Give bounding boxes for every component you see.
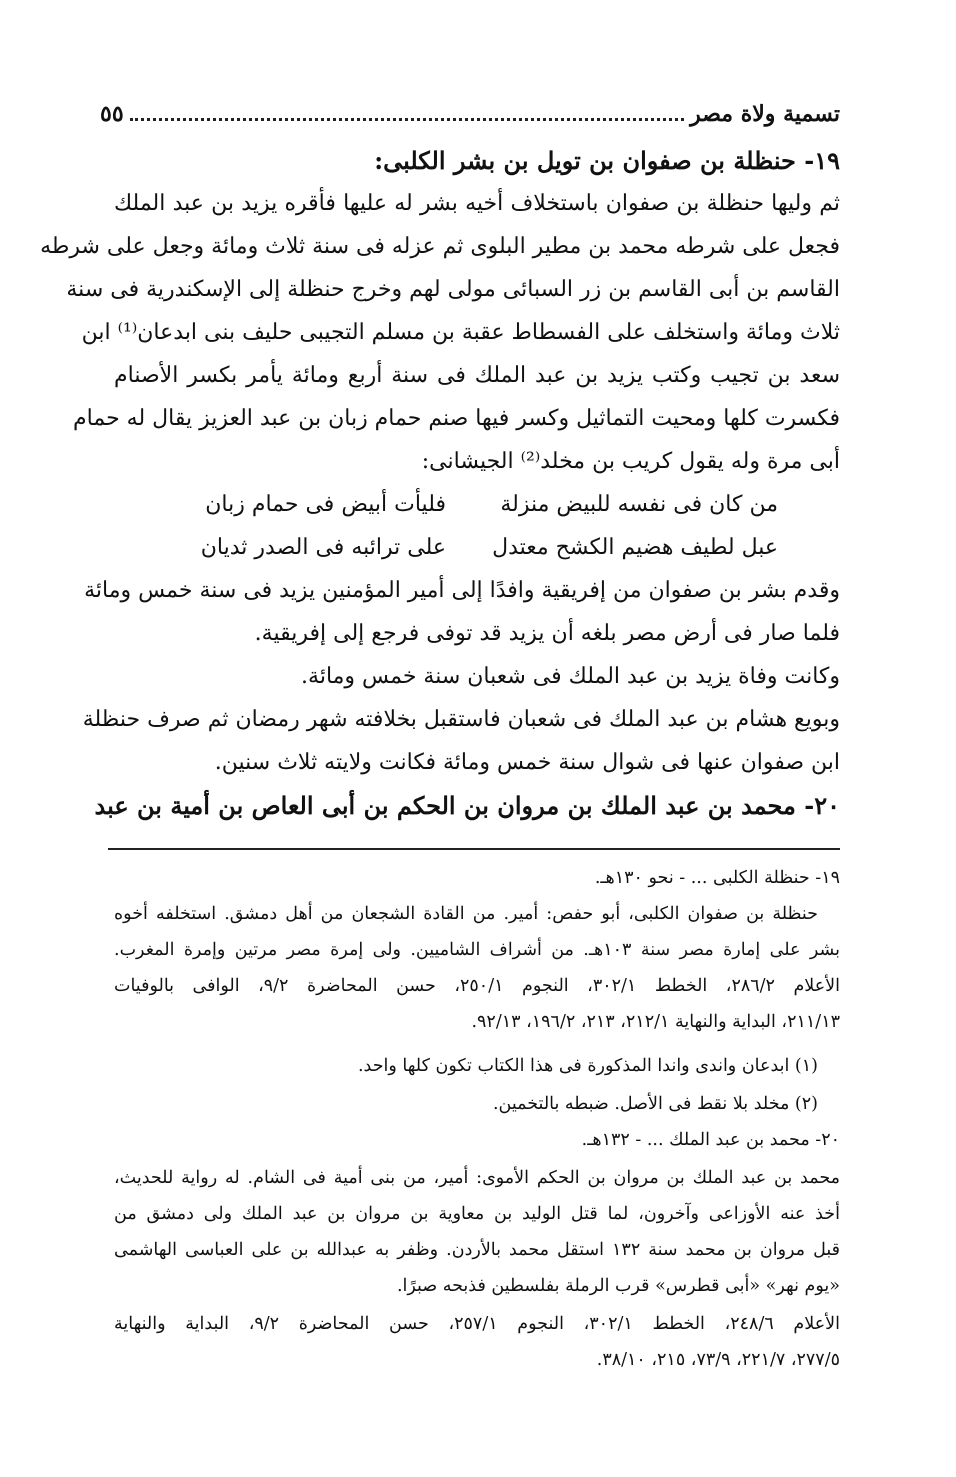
footnote-line: «يوم نهر» «أبى قطرس» قرب الرملة بفلسطين فذبحه صبرًا. [396, 1276, 840, 1296]
footnote-line: قبل مروان بن محمد سنة ١٣٢ استقل محمد بالأردن. وظفر به عبدالله بن على العباسى الهاشمى [114, 1240, 840, 1260]
verse-2-first-hemistich: عبل لطيف هضيم الكشح معتدل [492, 535, 778, 560]
footnote-line: ٢١١/١٣، البداية والنهاية ٢١٢/١، ٢١٣، ١٩٦/٢، ٩٢/١٣. [471, 1012, 840, 1032]
header-title: تسمية ولاة مصر [690, 101, 840, 127]
footnote-line: حنظلة بن صفوان الكلبى، أبو حفص: أمير. من القادة الشجعان من أهل دمشق. استخلفه أخوه [114, 904, 818, 924]
text-line: وكانت وفاة يزيد بن عبد الملك فى شعبان سنة خمس ومائة. [301, 664, 840, 689]
running-header [100, 94, 840, 134]
verse-1-first-hemistich: من كان فى نفسه للبيض منزلة [500, 492, 778, 517]
footnote-line: الأعلام ٢٨٦/٢، الخطط ٣٠٢/١، النجوم ٢٥٠/١، حسن المحاضرة ٩/٢، الوافى بالوفيات [114, 976, 841, 996]
text-line: فلما صار فى أرض مصر بلغه أن يزيد قد توفى فرجع إلى إفريقية. [254, 621, 840, 646]
text-line: القاسم بن أبى القاسم بن زر السبائى مولى لهم وخرج حنظلة إلى الإسكندرية فى سنة [66, 277, 840, 302]
footnote-20-title: ٢٠- محمد بن عبد الملك ... - ١٣٢هـ. [581, 1130, 840, 1150]
footnote-line: ٢٧٧/٥، ٢٢١/٧، ٧٣/٩، ٢١٥، ٣٨/١٠. [596, 1350, 840, 1370]
text-line: وقدم بشر بن صفوان من إفريقية وافدًا إلى أمير المؤمنين يزيد فى سنة خمس ومائة [84, 578, 840, 603]
verse-2-second-hemistich: على ترائبه فى الصدر ثديان [200, 535, 446, 560]
footnote-note-2: (٢) مخلد بلا نقط فى الأصل. ضبطه بالتخمين. [492, 1094, 818, 1114]
page-number: ٥٥ [100, 101, 124, 127]
text-line: فجعل على شرطه محمد بن مطير البلوى ثم عزله فى سنة ثلاث ومائة وجعل على شرطه [40, 234, 840, 259]
footnote-line: الأعلام ٢٤٨/٦، الخطط ٣٠٢/١، النجوم ٢٥٧/١، حسن المحاضرة ٩/٢، البداية والنهاية [114, 1314, 840, 1334]
section-heading-19: ١٩- حنظلة بن صفوان بن تويل بن بشر الكلبى: [374, 146, 840, 175]
text-line: وبويع هشام بن عبد الملك فى شعبان فاستقبل بخلافته شهر رمضان ثم صرف حنظلة [82, 707, 840, 732]
text-line: أبى مرة وله يقول كريب بن مخلد⁽²⁾ الجيشانى: [421, 449, 840, 474]
footnote-line: محمد بن عبد الملك بن مروان بن الحكم الأموى: أمير، من بنى أمية فى الشام. له رواية للحديث، [114, 1168, 840, 1188]
section-heading-20: ٢٠- محمد بن عبد الملك بن مروان بن الحكم بن أبى العاص بن أمية بن عبد [94, 791, 840, 820]
text-line: ثلاث ومائة واستخلف على الفسطاط عقبة بن مسلم التجيبى حليف بنى ابدعان⁽¹⁾ ابن [81, 320, 840, 345]
footnote-separator [108, 848, 840, 850]
header-leader-dots [130, 108, 684, 121]
footnote-19-title: ١٩- حنظلة الكلبى ... - نحو ١٣٠هـ. [594, 868, 840, 888]
footnote-line: أخذ عنه الأوزاعى وآخرون، لما قتل الوليد بن معاوية بن مروان بن عبد الملك ولى دمشق من [114, 1204, 840, 1224]
text-line: ثم وليها حنظلة بن صفوان باستخلاف أخيه بشر له عليها فأقره يزيد بن عبد الملك [114, 191, 840, 216]
text-line: سعد بن تجيب وكتب يزيد بن عبد الملك فى سنة أربع ومائة يأمر بكسر الأصنام [114, 363, 840, 388]
footnote-note-1: (١) ابدعان واندى واندا المذكورة فى هذا الكتاب تكون كلها واحد. [357, 1056, 818, 1076]
text-line: فكسرت كلها ومحيت التماثيل وكسر فيها صنم حمام زبان بن عبد العزيز يقال له حمام [73, 406, 840, 431]
footnote-line: بشر على إمارة مصر سنة ١٠٣هـ. من أشراف الشاميين. ولى إمرة مصر مرتين وإمرة المغرب. [114, 940, 840, 960]
verse-1-second-hemistich: فليأت أبيض فى حمام زبان [205, 492, 446, 517]
text-line: ابن صفوان عنها فى شوال سنة خمس ومائة فكانت ولايته ثلاث سنين. [214, 750, 840, 775]
